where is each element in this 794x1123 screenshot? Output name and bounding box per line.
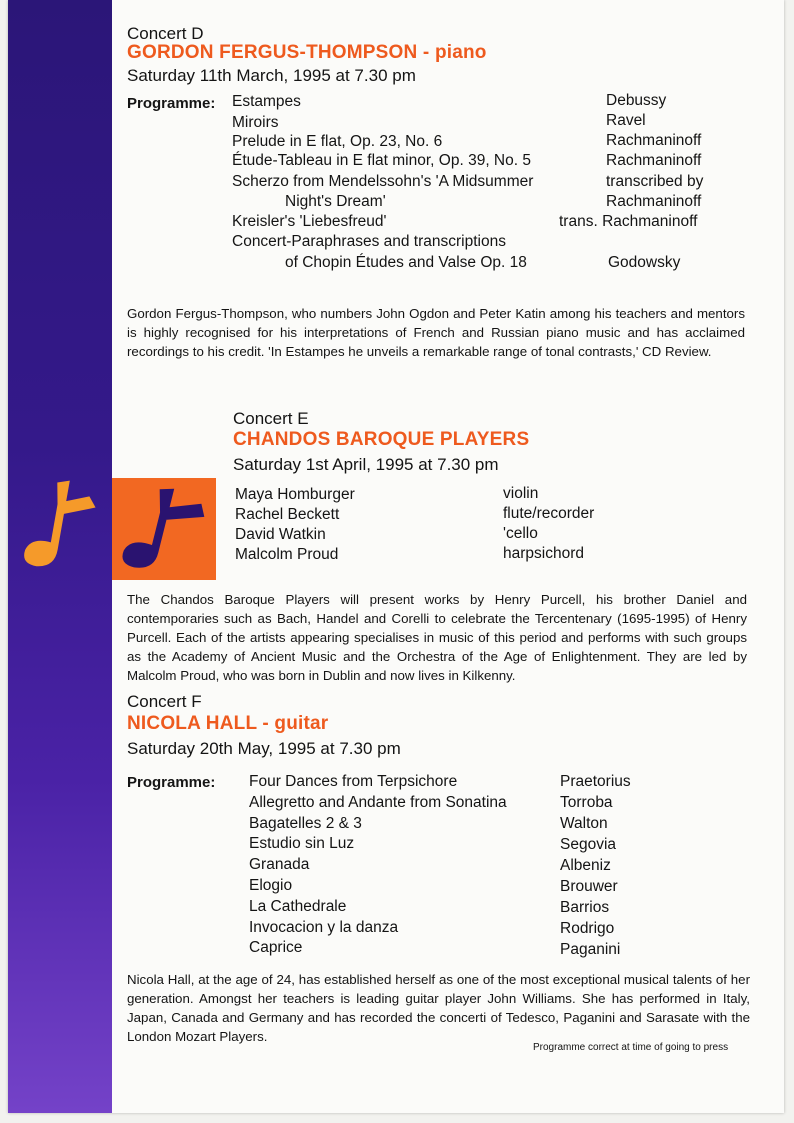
concert-e-player-name: Rachel Beckett [235, 506, 340, 523]
music-note-orange-icon [22, 470, 102, 580]
concert-d-composer: Ravel [606, 112, 646, 129]
concert-d-work: Concert-Paraphrases and transcriptions [232, 233, 506, 250]
concert-f-work: Granada [249, 856, 310, 873]
concert-f-date: Saturday 20th May, 1995 at 7.30 pm [127, 739, 401, 758]
concert-f-composer: Rodrigo [560, 920, 615, 937]
concert-d-work: Miroirs [232, 114, 279, 131]
concert-e-instrument: harpsichord [503, 545, 584, 562]
concert-d-composer: Rachmaninoff [606, 152, 702, 169]
concert-d-work: Scherzo from Mendelssohn's 'A Midsummer [232, 173, 534, 190]
concert-e-player-name: Malcolm Proud [235, 546, 339, 563]
concert-d-work: Prelude in E flat, Op. 23, No. 6 [232, 133, 443, 150]
concert-e-label: Concert E [233, 409, 309, 428]
concert-e-description: The Chandos Baroque Players will present works by Henry Purcell, his brother Daniel and contemporaries such as Bach, Handel and Corelli to celebrate the Tercentenary (1695-1995) of Henry Purcell. Each of the artists appearing specialises in music of this period and performs with such groups as the Academy of Ancient Music and the Orchestra of the Age of Enlightenment. They are led by Malcolm Proud, who was born in Dublin and now lives in Kilkenny. [127, 592, 747, 683]
music-note-purple-icon [116, 480, 216, 580]
concert-f-description: Nicola Hall, at the age of 24, has established herself as one of the most exceptional musical talents of her generation. Amongst her teachers is leading guitar player John Williams. She has performed in Italy, Japan, Canada and Germany and has recorded the concerti of Tedesco, Paganini and Sarasate with the London Mozart Players. [127, 972, 750, 1044]
concert-f-composer: Segovia [560, 836, 617, 853]
concert-f-label: Concert F [127, 692, 202, 711]
concert-f-work: Elogio [249, 877, 293, 894]
concert-f-composer: Brouwer [560, 878, 618, 895]
concert-f-composer: Paganini [560, 941, 621, 958]
concert-d-work: Night's Dream' [285, 193, 386, 210]
concert-d-work: Estampes [232, 93, 301, 110]
concert-f-composer: Barrios [560, 899, 610, 916]
concert-e-player-name: David Watkin [235, 526, 326, 543]
concert-f-work: Allegretto and Andante from Sonatina [249, 794, 507, 811]
concert-d-programme-label: Programme: [127, 95, 216, 112]
concert-e-artist: CHANDOS BAROQUE PLAYERS [233, 429, 530, 450]
concert-d-composer: Debussy [606, 92, 667, 109]
concert-e-date: Saturday 1st April, 1995 at 7.30 pm [233, 455, 499, 474]
concert-d-date: Saturday 11th March, 1995 at 7.30 pm [127, 66, 416, 85]
concert-e-player-name: Maya Homburger [235, 486, 355, 503]
concert-d-composer: Rachmaninoff [606, 132, 702, 149]
concert-d-description: Gordon Fergus-Thompson, who numbers John Ogdon and Peter Katin among his teachers and mentors is highly recognised for his interpretations of French and Russian piano music and has acclaimed recordings to his credit. 'In Estampes he unveils a remarkable range of tonal contrasts,' CD Review. [127, 306, 745, 359]
concert-f-work: Estudio sin Luz [249, 835, 355, 852]
concert-f-work: Four Dances from Terpsichore [249, 773, 458, 790]
concert-d-composer: Godowsky [608, 254, 681, 271]
concert-d-work: of Chopin Études and Valse Op. 18 [285, 254, 527, 271]
concert-d-composer: transcribed by [606, 173, 704, 190]
concert-e-instrument: violin [503, 485, 539, 502]
concert-f-composer: Albeniz [560, 857, 611, 874]
concert-d-composer: trans. Rachmaninoff [559, 213, 698, 230]
concert-f-composer: Praetorius [560, 773, 631, 790]
concert-d-work: Kreisler's 'Liebesfreud' [232, 213, 387, 230]
concert-d-work: Étude-Tableau in E flat minor, Op. 39, No. 5 [232, 152, 531, 169]
concert-f-artist: NICOLA HALL - guitar [127, 713, 329, 734]
concert-e-instrument: flute/recorder [503, 505, 595, 522]
concert-f-composer: Walton [560, 815, 608, 832]
concert-d-artist: GORDON FERGUS-THOMPSON - piano [127, 42, 487, 63]
concert-f-work: Caprice [249, 939, 303, 956]
concert-f-work: Invocacion y la danza [249, 919, 399, 936]
concert-d-label: Concert D [127, 24, 204, 43]
concert-f-programme-label: Programme: [127, 774, 216, 791]
footnote: Programme correct at time of going to press [533, 1042, 729, 1053]
concert-f-composer: Torroba [560, 794, 613, 811]
concert-e-instrument: 'cello [503, 525, 538, 542]
concert-d-composer: Rachmaninoff [606, 193, 702, 210]
concert-f-work: Bagatelles 2 & 3 [249, 815, 362, 832]
concert-f-work: La Cathedrale [249, 898, 347, 915]
